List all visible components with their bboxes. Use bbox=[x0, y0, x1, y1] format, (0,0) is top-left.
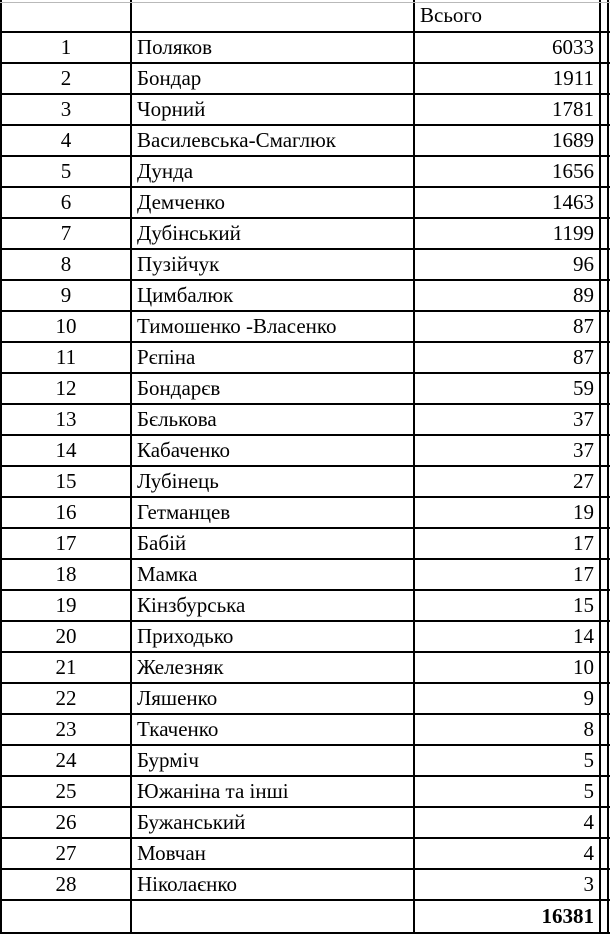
name-cell: Бужанський bbox=[132, 808, 415, 837]
total-cell: 10 bbox=[415, 653, 601, 682]
total-cell: 6033 bbox=[415, 33, 601, 62]
table-row bbox=[0, 746, 610, 777]
name-cell: Бондар bbox=[132, 64, 415, 93]
total-cell: 96 bbox=[415, 250, 601, 279]
rank-cell: 14 bbox=[0, 436, 132, 465]
total-cell: 1911 bbox=[415, 64, 601, 93]
total-cell: 1689 bbox=[415, 126, 601, 155]
table-row bbox=[0, 839, 610, 870]
table-row bbox=[0, 64, 610, 95]
header-name-cell bbox=[132, 0, 415, 31]
rank-cell: 28 bbox=[0, 870, 132, 899]
table-row bbox=[0, 808, 610, 839]
total-cell: 5 bbox=[415, 777, 601, 806]
rank-cell: 22 bbox=[0, 684, 132, 713]
total-rank-cell bbox=[0, 901, 132, 932]
rank-cell: 7 bbox=[0, 219, 132, 248]
name-cell: Тимошенко -Власенко bbox=[132, 312, 415, 341]
table-row bbox=[0, 653, 610, 684]
name-cell: Мовчан bbox=[132, 839, 415, 868]
total-cell: 1656 bbox=[415, 157, 601, 186]
total-cell: 9 bbox=[415, 684, 601, 713]
name-cell: Южаніна та інші bbox=[132, 777, 415, 806]
total-cell: 59 bbox=[415, 374, 601, 403]
rank-cell: 19 bbox=[0, 591, 132, 620]
rank-cell: 25 bbox=[0, 777, 132, 806]
total-cell: 5 bbox=[415, 746, 601, 775]
rank-cell: 10 bbox=[0, 312, 132, 341]
name-cell: Лубінець bbox=[132, 467, 415, 496]
rank-cell: 11 bbox=[0, 343, 132, 372]
rank-cell: 13 bbox=[0, 405, 132, 434]
table-row bbox=[0, 126, 610, 157]
rank-cell: 27 bbox=[0, 839, 132, 868]
total-cell: 37 bbox=[415, 436, 601, 465]
total-cell: 1781 bbox=[415, 95, 601, 124]
name-cell: Поляков bbox=[132, 33, 415, 62]
rank-cell: 15 bbox=[0, 467, 132, 496]
table-row bbox=[0, 219, 610, 250]
table-row bbox=[0, 560, 610, 591]
total-name-cell bbox=[132, 901, 415, 932]
header-rank-cell bbox=[0, 0, 132, 31]
total-cell: 8 bbox=[415, 715, 601, 744]
total-cell: 15 bbox=[415, 591, 601, 620]
name-cell: Железняк bbox=[132, 653, 415, 682]
table-row bbox=[0, 870, 610, 901]
header-row bbox=[0, 0, 610, 33]
rank-cell: 5 bbox=[0, 157, 132, 186]
table-row bbox=[0, 622, 610, 653]
table-row bbox=[0, 436, 610, 467]
name-cell: Кабаченко bbox=[132, 436, 415, 465]
name-cell: Рєпіна bbox=[132, 343, 415, 372]
grand-total-cell: 16381 bbox=[415, 901, 601, 932]
name-cell: Цимбалюк bbox=[132, 281, 415, 310]
table-body bbox=[0, 33, 610, 901]
table-row bbox=[0, 684, 610, 715]
rank-cell: 9 bbox=[0, 281, 132, 310]
total-row bbox=[0, 901, 610, 934]
name-cell: Чорний bbox=[132, 95, 415, 124]
name-cell: Бабій bbox=[132, 529, 415, 558]
name-cell: Ніколаєнко bbox=[132, 870, 415, 899]
total-cell: 1199 bbox=[415, 219, 601, 248]
header-total-cell: Всього bbox=[415, 0, 601, 31]
total-cell: 87 bbox=[415, 312, 601, 341]
table-row bbox=[0, 374, 610, 405]
name-cell: Приходько bbox=[132, 622, 415, 651]
rank-cell: 3 bbox=[0, 95, 132, 124]
table-row bbox=[0, 467, 610, 498]
name-cell: Бурміч bbox=[132, 746, 415, 775]
total-cell: 27 bbox=[415, 467, 601, 496]
rank-cell: 24 bbox=[0, 746, 132, 775]
table-row bbox=[0, 405, 610, 436]
total-cell: 3 bbox=[415, 870, 601, 899]
name-cell: Дубінський bbox=[132, 219, 415, 248]
total-cell: 4 bbox=[415, 808, 601, 837]
rank-cell: 18 bbox=[0, 560, 132, 589]
name-cell: Демченко bbox=[132, 188, 415, 217]
name-cell: Дунда bbox=[132, 157, 415, 186]
rank-cell: 23 bbox=[0, 715, 132, 744]
rank-cell: 16 bbox=[0, 498, 132, 527]
rank-cell: 8 bbox=[0, 250, 132, 279]
rank-cell: 20 bbox=[0, 622, 132, 651]
name-cell: Ляшенко bbox=[132, 684, 415, 713]
top-gridline bbox=[0, 2, 610, 3]
name-cell: Мамка bbox=[132, 560, 415, 589]
total-cell: 4 bbox=[415, 839, 601, 868]
rank-cell: 12 bbox=[0, 374, 132, 403]
name-cell: Пузійчук bbox=[132, 250, 415, 279]
table-row bbox=[0, 529, 610, 560]
rank-cell: 6 bbox=[0, 188, 132, 217]
table-row bbox=[0, 95, 610, 126]
rank-cell: 1 bbox=[0, 33, 132, 62]
table-row bbox=[0, 281, 610, 312]
name-cell: Бєлькова bbox=[132, 405, 415, 434]
table-row bbox=[0, 312, 610, 343]
table-row bbox=[0, 498, 610, 529]
table-row bbox=[0, 157, 610, 188]
rank-cell: 21 bbox=[0, 653, 132, 682]
total-cell: 37 bbox=[415, 405, 601, 434]
total-cell: 1463 bbox=[415, 188, 601, 217]
rank-cell: 26 bbox=[0, 808, 132, 837]
rank-cell: 17 bbox=[0, 529, 132, 558]
name-cell: Гетманцев bbox=[132, 498, 415, 527]
name-cell: Бондарєв bbox=[132, 374, 415, 403]
table-row bbox=[0, 250, 610, 281]
total-cell: 14 bbox=[415, 622, 601, 651]
table-row bbox=[0, 777, 610, 808]
table-row bbox=[0, 343, 610, 374]
rank-cell: 4 bbox=[0, 126, 132, 155]
table-row bbox=[0, 715, 610, 746]
name-cell: Ткаченко bbox=[132, 715, 415, 744]
name-cell: Кінзбурська bbox=[132, 591, 415, 620]
total-cell: 19 bbox=[415, 498, 601, 527]
table-row bbox=[0, 33, 610, 64]
name-cell: Василевська-Смаглюк bbox=[132, 126, 415, 155]
rank-cell: 2 bbox=[0, 64, 132, 93]
total-cell: 89 bbox=[415, 281, 601, 310]
total-cell: 17 bbox=[415, 529, 601, 558]
total-cell: 87 bbox=[415, 343, 601, 372]
table-row bbox=[0, 591, 610, 622]
total-cell: 17 bbox=[415, 560, 601, 589]
table-row bbox=[0, 188, 610, 219]
